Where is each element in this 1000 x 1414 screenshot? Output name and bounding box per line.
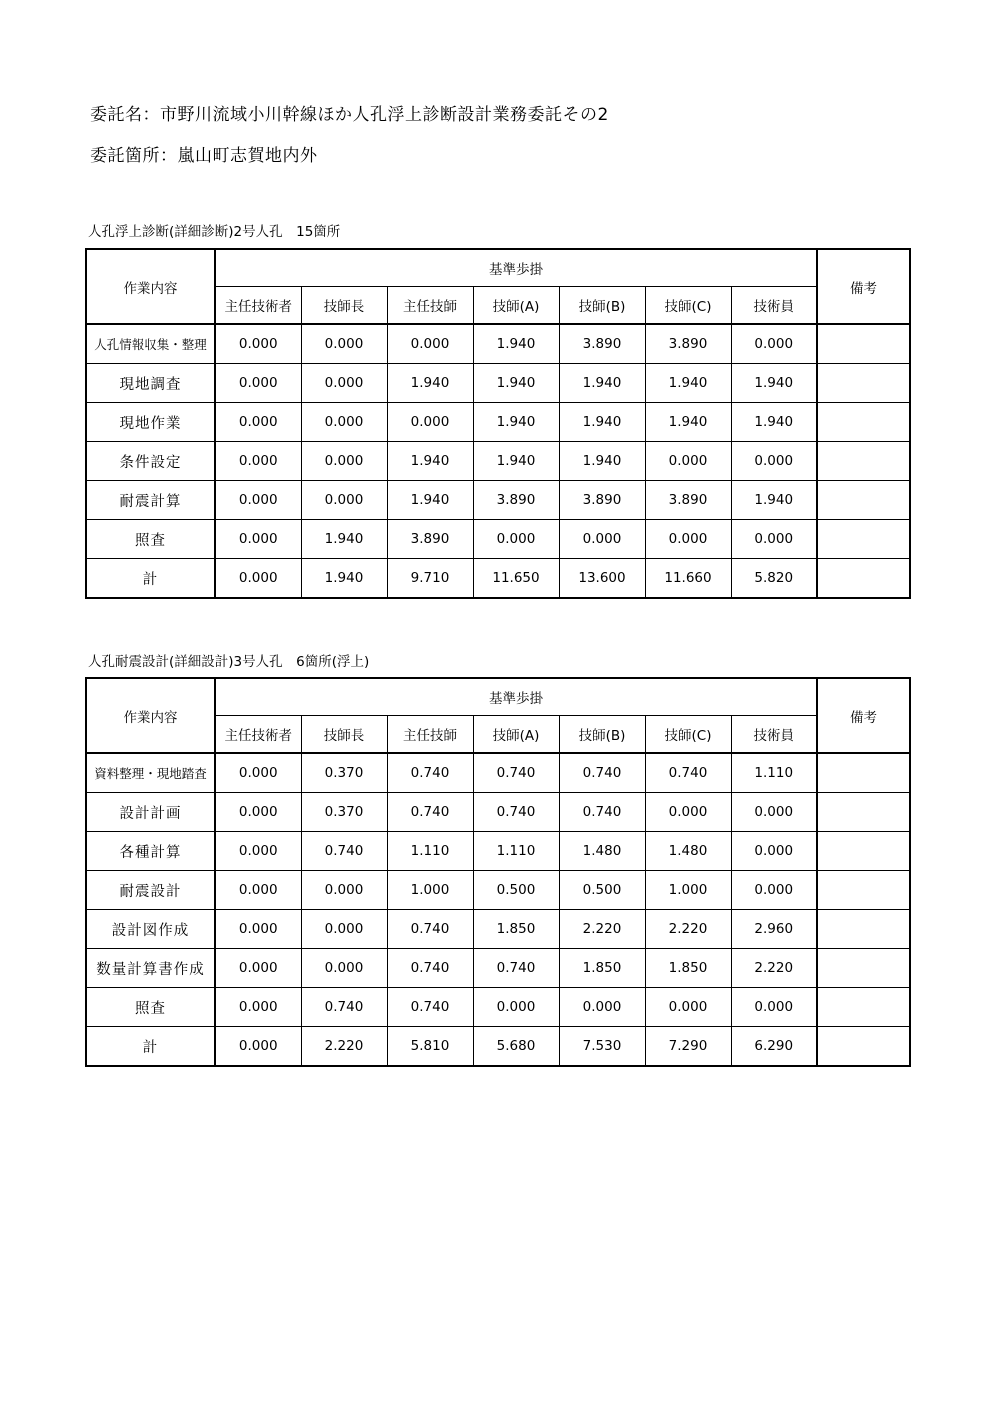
value-cell: 0.000 bbox=[215, 520, 301, 559]
value-cell: 1.940 bbox=[387, 481, 473, 520]
value-cell: 0.740 bbox=[559, 753, 645, 793]
value-cell: 0.000 bbox=[301, 871, 387, 910]
header-row bbox=[86, 249, 910, 287]
value-cell: 0.000 bbox=[215, 949, 301, 988]
contract-location: 委託箇所：嵐山町志賀地内外 bbox=[90, 146, 318, 166]
row-label: 照査 bbox=[86, 988, 215, 1027]
value-cell: 1.940 bbox=[559, 403, 645, 442]
value-cell: 0.000 bbox=[473, 988, 559, 1027]
value-cell: 1.850 bbox=[559, 949, 645, 988]
value-cell: 1.480 bbox=[559, 832, 645, 871]
header-role: 技術員 bbox=[731, 287, 817, 325]
value-cell: 11.660 bbox=[645, 559, 731, 599]
table-row bbox=[86, 753, 910, 793]
row-label: 耐震計算 bbox=[86, 481, 215, 520]
table-row bbox=[86, 832, 910, 871]
value-cell: 9.710 bbox=[387, 559, 473, 599]
header-role: 技師長 bbox=[301, 716, 387, 754]
table-row bbox=[86, 442, 910, 481]
header-role: 技師長 bbox=[301, 287, 387, 325]
value-cell: 0.370 bbox=[301, 753, 387, 793]
value-cell: 0.000 bbox=[301, 949, 387, 988]
remark-cell bbox=[817, 871, 910, 910]
remark-cell bbox=[817, 364, 910, 403]
value-cell: 0.000 bbox=[731, 793, 817, 832]
row-label: 設計計画 bbox=[86, 793, 215, 832]
value-cell: 7.530 bbox=[559, 1027, 645, 1067]
header-role: 技師(A) bbox=[473, 287, 559, 325]
value-cell: 1.940 bbox=[387, 364, 473, 403]
table-row bbox=[86, 403, 910, 442]
value-cell: 0.740 bbox=[301, 988, 387, 1027]
value-cell: 0.740 bbox=[473, 949, 559, 988]
value-cell: 1.110 bbox=[387, 832, 473, 871]
table2-man-days-grid bbox=[85, 677, 911, 1067]
value-cell: 0.000 bbox=[301, 442, 387, 481]
value-cell: 0.000 bbox=[301, 403, 387, 442]
value-cell: 0.000 bbox=[731, 871, 817, 910]
value-cell: 0.000 bbox=[731, 988, 817, 1027]
remark-cell bbox=[817, 559, 910, 599]
value-cell: 3.890 bbox=[559, 324, 645, 364]
value-cell: 0.000 bbox=[215, 793, 301, 832]
value-cell: 2.220 bbox=[645, 910, 731, 949]
header-role: 主任技術者 bbox=[215, 716, 301, 754]
header-role: 主任技師 bbox=[387, 716, 473, 754]
value-cell: 1.940 bbox=[731, 403, 817, 442]
value-cell: 2.220 bbox=[731, 949, 817, 988]
header-role: 技術員 bbox=[731, 716, 817, 754]
value-cell: 0.000 bbox=[215, 324, 301, 364]
value-cell: 0.000 bbox=[215, 481, 301, 520]
value-cell: 0.740 bbox=[473, 793, 559, 832]
value-cell: 0.000 bbox=[645, 442, 731, 481]
value-cell: 1.940 bbox=[473, 442, 559, 481]
value-cell: 11.650 bbox=[473, 559, 559, 599]
remark-cell bbox=[817, 520, 910, 559]
table-row bbox=[86, 364, 910, 403]
value-cell: 0.000 bbox=[301, 481, 387, 520]
value-cell: 0.000 bbox=[731, 324, 817, 364]
value-cell: 0.740 bbox=[387, 988, 473, 1027]
row-label: 計 bbox=[86, 1027, 215, 1067]
table-row bbox=[86, 949, 910, 988]
value-cell: 13.600 bbox=[559, 559, 645, 599]
table-row bbox=[86, 520, 910, 559]
table-row bbox=[86, 988, 910, 1027]
header-work-content: 作業内容 bbox=[86, 678, 215, 753]
value-cell: 0.000 bbox=[731, 442, 817, 481]
value-cell: 1.940 bbox=[473, 364, 559, 403]
value-cell: 0.000 bbox=[215, 364, 301, 403]
table-row bbox=[86, 559, 910, 599]
row-label: 資料整理・現地踏査 bbox=[86, 753, 215, 793]
value-cell: 0.370 bbox=[301, 793, 387, 832]
header-role: 技師(C) bbox=[645, 716, 731, 754]
value-cell: 0.000 bbox=[387, 324, 473, 364]
value-cell: 1.940 bbox=[387, 442, 473, 481]
value-cell: 1.940 bbox=[559, 364, 645, 403]
value-cell: 0.000 bbox=[215, 988, 301, 1027]
header-remarks: 備考 bbox=[817, 249, 910, 324]
header-standard-rate: 基準歩掛 bbox=[215, 678, 817, 716]
value-cell: 1.940 bbox=[645, 403, 731, 442]
value-cell: 0.000 bbox=[301, 324, 387, 364]
remark-cell bbox=[817, 832, 910, 871]
value-cell: 0.000 bbox=[215, 559, 301, 599]
value-cell: 1.850 bbox=[473, 910, 559, 949]
row-label: 計 bbox=[86, 559, 215, 599]
value-cell: 1.000 bbox=[387, 871, 473, 910]
row-label: 条件設定 bbox=[86, 442, 215, 481]
value-cell: 1.940 bbox=[731, 481, 817, 520]
header-work-content: 作業内容 bbox=[86, 249, 215, 324]
value-cell: 0.000 bbox=[559, 988, 645, 1027]
value-cell: 0.500 bbox=[559, 871, 645, 910]
value-cell: 1.940 bbox=[645, 364, 731, 403]
header-role: 技師(A) bbox=[473, 716, 559, 754]
value-cell: 0.000 bbox=[387, 403, 473, 442]
row-label: 現地調査 bbox=[86, 364, 215, 403]
value-cell: 0.000 bbox=[215, 442, 301, 481]
value-cell: 2.960 bbox=[731, 910, 817, 949]
remark-cell bbox=[817, 949, 910, 988]
header-remarks: 備考 bbox=[817, 678, 910, 753]
remark-cell bbox=[817, 910, 910, 949]
value-cell: 0.000 bbox=[473, 520, 559, 559]
table-row bbox=[86, 481, 910, 520]
header-role: 主任技師 bbox=[387, 287, 473, 325]
value-cell: 0.000 bbox=[301, 910, 387, 949]
table-row bbox=[86, 793, 910, 832]
header-role: 主任技術者 bbox=[215, 287, 301, 325]
value-cell: 1.940 bbox=[731, 364, 817, 403]
header-role: 技師(B) bbox=[559, 287, 645, 325]
remark-cell bbox=[817, 324, 910, 364]
value-cell: 5.680 bbox=[473, 1027, 559, 1067]
value-cell: 3.890 bbox=[473, 481, 559, 520]
remark-cell bbox=[817, 793, 910, 832]
value-cell: 0.000 bbox=[215, 832, 301, 871]
header-row bbox=[86, 678, 910, 716]
value-cell: 1.110 bbox=[731, 753, 817, 793]
table-row bbox=[86, 910, 910, 949]
value-cell: 7.290 bbox=[645, 1027, 731, 1067]
value-cell: 0.740 bbox=[387, 753, 473, 793]
value-cell: 1.940 bbox=[473, 324, 559, 364]
value-cell: 0.000 bbox=[645, 988, 731, 1027]
value-cell: 0.740 bbox=[301, 832, 387, 871]
value-cell: 0.740 bbox=[645, 753, 731, 793]
value-cell: 1.850 bbox=[645, 949, 731, 988]
table2-caption: 人孔耐震設計(詳細設計)3号人孔 6箇所(浮上) bbox=[88, 654, 370, 670]
value-cell: 0.000 bbox=[215, 871, 301, 910]
row-label: 照査 bbox=[86, 520, 215, 559]
row-label: 設計図作成 bbox=[86, 910, 215, 949]
value-cell: 0.500 bbox=[473, 871, 559, 910]
value-cell: 0.000 bbox=[731, 832, 817, 871]
remark-cell bbox=[817, 403, 910, 442]
value-cell: 5.810 bbox=[387, 1027, 473, 1067]
remark-cell bbox=[817, 1027, 910, 1067]
header-role: 技師(B) bbox=[559, 716, 645, 754]
contract-name: 委託名：市野川流域小川幹線ほか人孔浮上診断設計業務委託その2 bbox=[90, 105, 609, 125]
value-cell: 0.000 bbox=[645, 793, 731, 832]
value-cell: 1.110 bbox=[473, 832, 559, 871]
value-cell: 3.890 bbox=[645, 324, 731, 364]
table1-man-days-grid bbox=[85, 248, 911, 599]
table-row bbox=[86, 871, 910, 910]
value-cell: 1.940 bbox=[301, 520, 387, 559]
row-label: 耐震設計 bbox=[86, 871, 215, 910]
table-row bbox=[86, 324, 910, 364]
value-cell: 0.000 bbox=[215, 1027, 301, 1067]
value-cell: 0.000 bbox=[215, 910, 301, 949]
value-cell: 6.290 bbox=[731, 1027, 817, 1067]
value-cell: 1.940 bbox=[301, 559, 387, 599]
value-cell: 3.890 bbox=[645, 481, 731, 520]
value-cell: 0.740 bbox=[387, 910, 473, 949]
value-cell: 0.000 bbox=[645, 520, 731, 559]
value-cell: 1.940 bbox=[473, 403, 559, 442]
value-cell: 0.000 bbox=[215, 753, 301, 793]
header-role: 技師(C) bbox=[645, 287, 731, 325]
remark-cell bbox=[817, 988, 910, 1027]
row-label: 各種計算 bbox=[86, 832, 215, 871]
value-cell: 0.000 bbox=[731, 520, 817, 559]
value-cell: 0.000 bbox=[215, 403, 301, 442]
value-cell: 0.740 bbox=[387, 949, 473, 988]
value-cell: 0.740 bbox=[559, 793, 645, 832]
value-cell: 0.740 bbox=[387, 793, 473, 832]
table1-caption: 人孔浮上診断(詳細診断)2号人孔 15箇所 bbox=[88, 224, 341, 240]
value-cell: 0.000 bbox=[301, 364, 387, 403]
value-cell: 0.740 bbox=[473, 753, 559, 793]
row-label: 人孔情報収集・整理 bbox=[86, 324, 215, 364]
value-cell: 5.820 bbox=[731, 559, 817, 599]
remark-cell bbox=[817, 481, 910, 520]
value-cell: 1.940 bbox=[559, 442, 645, 481]
table-row bbox=[86, 1027, 910, 1067]
value-cell: 0.000 bbox=[559, 520, 645, 559]
value-cell: 2.220 bbox=[301, 1027, 387, 1067]
header-standard-rate: 基準歩掛 bbox=[215, 249, 817, 287]
remark-cell bbox=[817, 442, 910, 481]
row-label: 現地作業 bbox=[86, 403, 215, 442]
value-cell: 3.890 bbox=[559, 481, 645, 520]
value-cell: 2.220 bbox=[559, 910, 645, 949]
row-label: 数量計算書作成 bbox=[86, 949, 215, 988]
value-cell: 1.000 bbox=[645, 871, 731, 910]
value-cell: 1.480 bbox=[645, 832, 731, 871]
remark-cell bbox=[817, 753, 910, 793]
value-cell: 3.890 bbox=[387, 520, 473, 559]
